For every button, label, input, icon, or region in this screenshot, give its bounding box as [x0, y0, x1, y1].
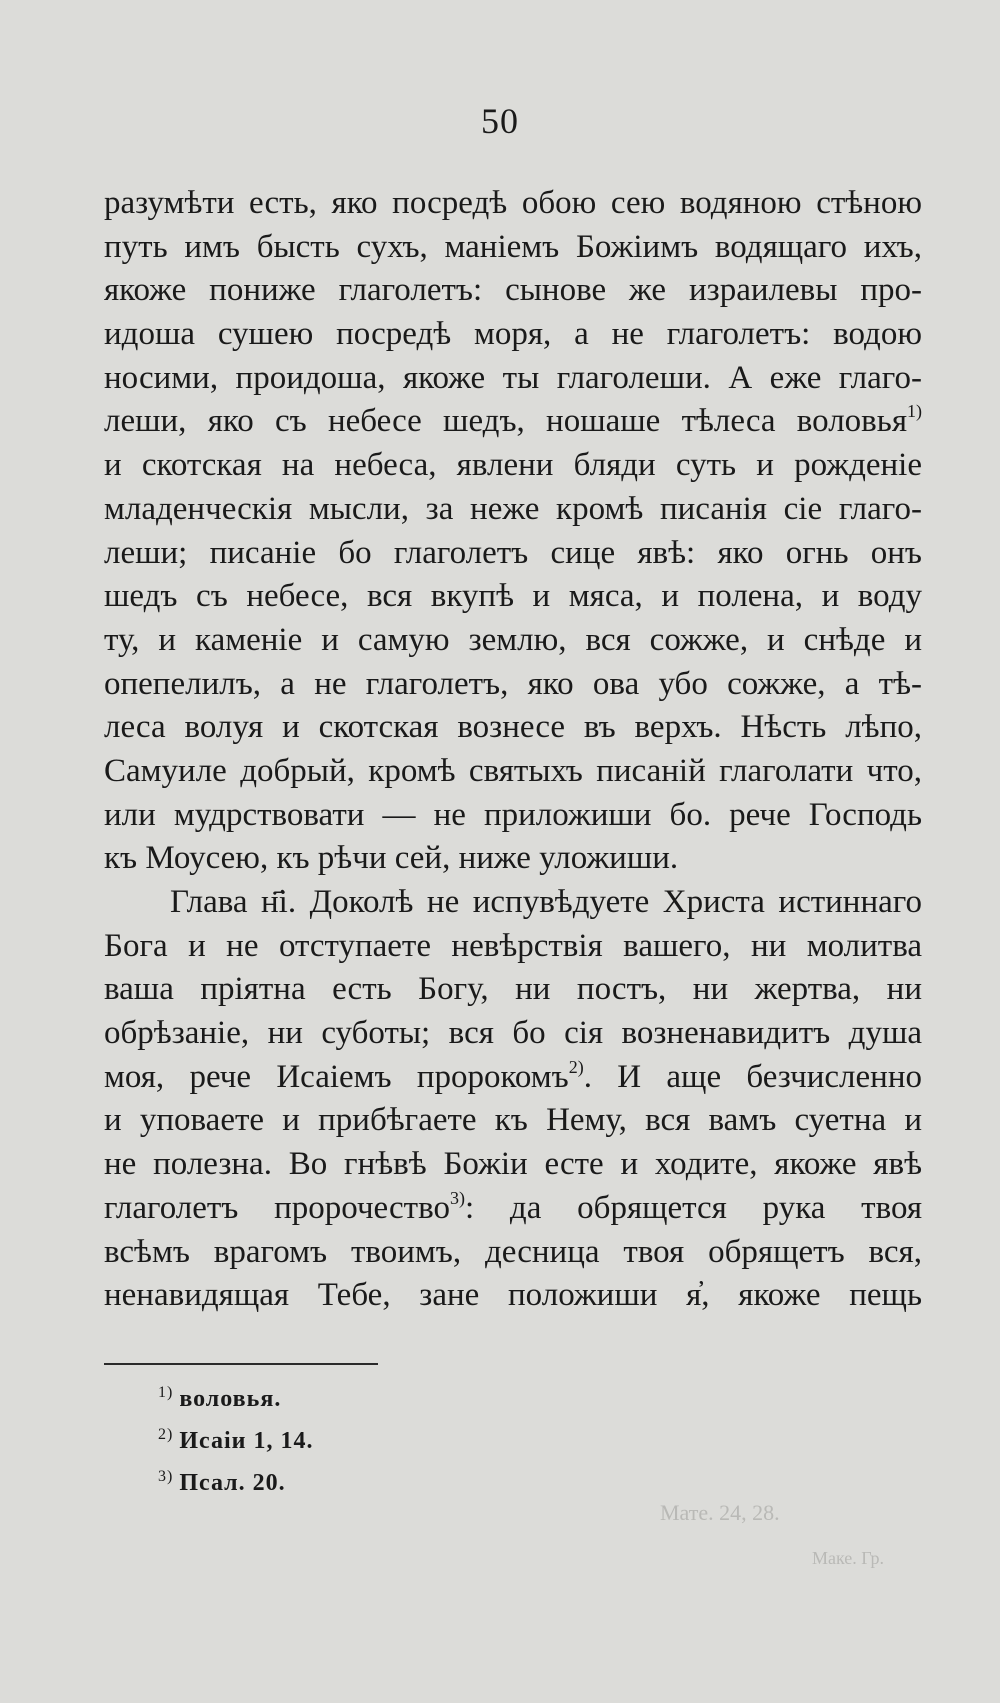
text-line: разумѣти есть, яко посредѣ обою сею водяною стѣною — [104, 185, 922, 221]
text-line: опепелилъ, а не глаголетъ, яко ова убо сожже, а тѣ- — [104, 665, 922, 702]
footnote: $^{2)}$ Исаіи 1, 14. — [158, 1426, 314, 1454]
footnote-reference: 1) — [907, 401, 922, 422]
text-line: моя, рече Исаіемъ пророкомъ$^{2)}$. И аще безчисленно — [104, 1056, 922, 1095]
text-line: и скотская на небеса, явлени бляди суть и рожденіе — [104, 447, 922, 484]
text-line: путь имъ бысть сухъ, маніемъ Божіимъ водящаго ихъ, — [104, 228, 922, 265]
text-line: леши; писаніе бо глаголетъ сице явѣ: яко огнь онъ — [104, 534, 922, 571]
text-line: ваша пріятна есть Богу, ни постъ, ни жертва, ни — [104, 971, 922, 1008]
body-text — [104, 182, 922, 1318]
text-line: якоже пониже глаголетъ: сынове же израилевы про- — [104, 272, 922, 309]
text-line: ненавидящая Тебе, зане положиши я҆, якоже пещь — [104, 1277, 922, 1314]
text-line: идоша сушею посредѣ моря, а не глаголетъ: водою — [104, 316, 922, 353]
footnote: $^{1)}$ воловья. — [158, 1384, 282, 1412]
text-line: всѣмъ врагомъ твоимъ, десница твоя обрящетъ вся, — [104, 1233, 922, 1270]
text-line: или мудрствовати — не приложиши бо. рече Господь — [104, 796, 922, 833]
text-line: обрѣзаніе, ни суботы; вся бо сія возненавидитъ душа — [104, 1015, 922, 1052]
text-line: шедъ съ небесе, вся вкупѣ и мяса, и полена, и воду — [104, 578, 922, 615]
text-line: носими, проидоша, якоже ты глаголеши. А еже глаго- — [104, 359, 922, 396]
text-line: не полезна. Во гнѣвѣ Божіи есте и ходите, якоже явѣ — [104, 1146, 922, 1183]
text-line: къ Моусею, къ рѣчи сей, ниже уложиши. — [104, 840, 679, 877]
bleed-through-text: Маке. Гр. — [812, 1548, 885, 1568]
text-line: ту, и каменіе и самую землю, вся сожже, и снѣде и — [104, 621, 922, 658]
text-line: леса волуя и скотская вознесе въ верхъ. Нѣсть лѣпо, — [104, 709, 922, 746]
footnote-reference: 3) — [449, 1187, 465, 1208]
page-number: 50 — [481, 101, 519, 141]
footnote-divider — [104, 1363, 378, 1365]
text-line: Бога и не отступаете невѣрствія вашего, ни молитва — [104, 927, 922, 964]
text-line: леши, яко съ небесе шедъ, ношаше тѣлеса воловья$^{1)}$ — [104, 401, 922, 440]
text-line: глаголетъ пророчество$^{3)}$: да обрящется рука твоя — [104, 1187, 922, 1226]
footnotes — [158, 1378, 758, 1504]
text-line: младенческія мысли, за неже кромѣ писанія сіе глаго- — [104, 490, 922, 527]
bleed-through-text: Мате. 24, 28. — [660, 1500, 780, 1525]
footnote: $^{3)}$ Псал. 20. — [158, 1468, 286, 1496]
footnote-reference: 2) — [568, 1056, 584, 1077]
text-line: Самуиле добрый, кромѣ святыхъ писаній глаголати что, — [104, 752, 922, 789]
text-line: и уповаете и прибѣгаете къ Нему, вся вамъ суетна и — [104, 1102, 922, 1139]
chapter-start-line: Глава н҃і. Доколѣ не испувѣдуете Христа истиннаго — [170, 884, 922, 920]
